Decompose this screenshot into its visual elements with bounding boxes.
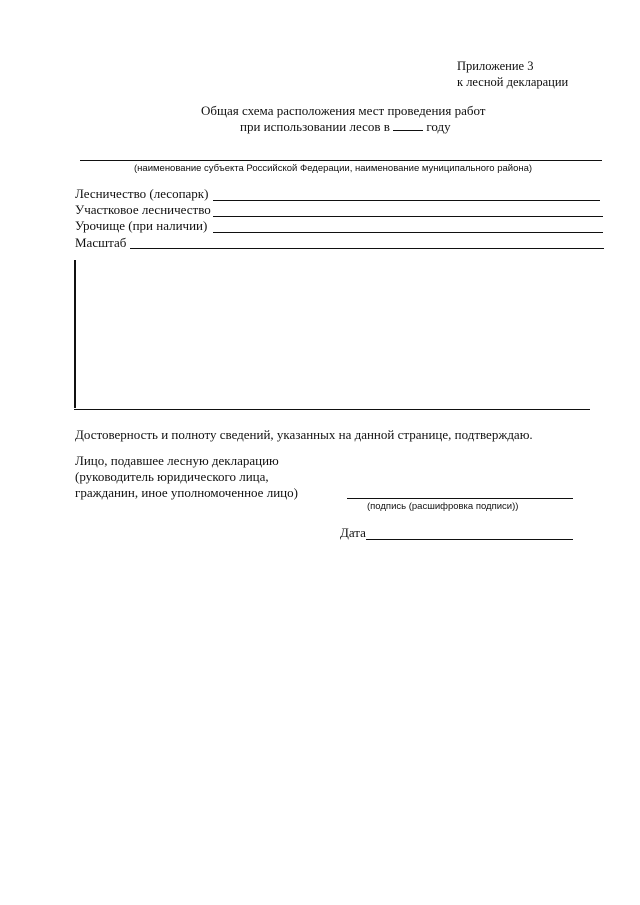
document-title-line2 [240,119,451,134]
scheme-left-border [74,260,76,408]
district-forestry-label: Участковое лесничество [75,202,211,217]
tract-label: Урочище (при наличии) [75,218,208,233]
year-blank[interactable] [393,120,423,131]
district-forestry-line[interactable] [213,216,603,217]
scale-label: Масштаб [75,235,127,250]
forestry-line[interactable] [213,200,600,201]
signer-line3: гражданин, иное уполномоченное лицо) [75,485,298,500]
forestry-label: Лесничество (лесопарк) [75,186,209,201]
appendix-number: Приложение 3 [457,59,534,73]
title-prefix: при использовании лесов в [240,119,390,134]
scheme-area[interactable] [74,260,590,410]
scheme-bottom-border [74,409,590,410]
region-line[interactable] [80,160,602,161]
signature-line[interactable] [347,498,573,499]
signature-caption: (подпись (расшифровка подписи)) [367,501,519,512]
tract-line[interactable] [213,232,603,233]
date-label: Дата [340,525,366,540]
region-caption: (наименование субъекта Российской Федерации, наименование муниципального района) [134,163,533,174]
appendix-subtitle: к лесной декларации [457,75,569,89]
date-line[interactable] [366,539,573,540]
scale-line[interactable] [130,248,604,249]
confirmation-text: Достоверность и полноту сведений, указанных на данной странице, подтверждаю. [75,427,533,442]
title-suffix: году [426,119,451,134]
signer-line1: Лицо, подавшее лесную декларацию [75,453,279,468]
document-title-line1: Общая схема расположения мест проведения работ [201,103,486,118]
signer-line2: (руководитель юридического лица, [75,469,269,484]
